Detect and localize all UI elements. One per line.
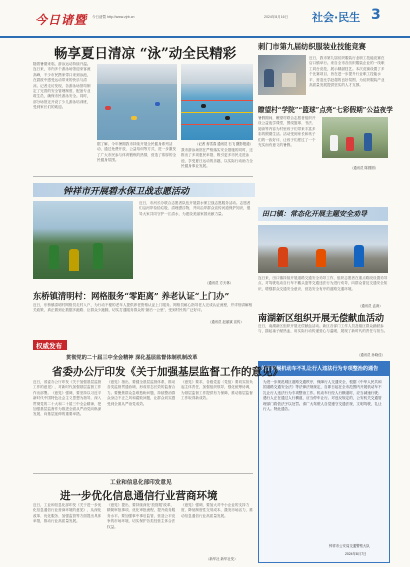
swim-photo-large (181, 64, 253, 140)
village-signature: （通讯员 赵丽斌 宣传） (208, 320, 244, 324)
river-banner-text: 钟祥市开展碧水保卫战志愿活动 (63, 187, 190, 197)
notice-signoff-date: 2024年8月7日 (345, 552, 367, 556)
league-signature: （通讯员 陈圆圆） (350, 166, 379, 170)
notice-signoff: 钟祥市公安局交通警察大队 (329, 544, 370, 548)
govt-subtitle: 贯彻党的二十届三中全会精神 深化基层监督体制机制改革 (66, 355, 198, 361)
league-body: 暑假期间，瞭望村联合志愿者组织开设公益夜学课堂，围绕篮球、书法、阅读等内容为村里孩子们带来丰富多彩的假期生活。活动受到家长和孩子们的一致好评，让孩子们度过了一个充实而有意义的暑假。 (258, 116, 316, 148)
govt-body-b: 《意见》指出，要健全基层监督体系，推动各类监督贯通协调，形成常态长效的监督合力。要聚焦群众急难愁盼问题，持续整治群众身边不正之风和腐败问题，让群众切实感受到全面从严治党成效。 (107, 380, 176, 406)
nanhu-headline: 南湖新区组织开展无偿献血活动 (258, 314, 385, 324)
league-photo (322, 117, 388, 158)
wealth-body: 连日来，田口镇持续开展道路交通安全劝导工作，组织志愿者在重点路段设置劝导点，对驾驶电动自行车不戴头盔等交通违法行为进行劝导，向群众普及交通安全知识，增强群众交通安全意识，营造安全有序的道路交通环境。 (258, 276, 388, 291)
river-body: 近日，市河长办联合志愿者队伍开展碧水保卫战志愿服务活动。志愿者们沿河岸捡拾垃圾、清理漂浮物，并向沿岸群众宣传河道保护知识，倡导大家共同守护一江清水，为建设美丽家园贡献力量。 (139, 201, 251, 216)
section-title: 社会·民生 (312, 11, 361, 24)
weaving-photo (258, 55, 306, 95)
village-body: 近日，东桥镇清明村网格员走村入户，为行动不便的老年人提供养老资格认证上门服务。网格员耐心指导老人完成认证流程，并详细讲解相关政策，真正做到让数据多跑路、让群众少跑腿，切实打通服务群众的“最后一公里”，受到村民的广泛好评。 (33, 303, 253, 313)
wealth-signature: （通讯员 孟涛） (358, 304, 383, 308)
it-signature: （新华社 新华社发） (206, 557, 238, 561)
wealth-banner-text: 田口镇：常态化开展主题安全劝导 (262, 209, 367, 218)
nanhu-body: 近日，南湖新区组织开展无偿献血活动。新区各部门工作人员及辖区群众踊跃参与，撸起袖子献热血，用实际行动传递爱心与温暖，展现了新时代的责任与担当。 (258, 324, 388, 334)
page-number: 3 (371, 7, 381, 23)
notice-title: 关于开展机动车不礼让行人违法行为专项整治的通告 (261, 366, 379, 372)
masthead-date: 2024年8月16日 (264, 15, 289, 19)
masthead-url: 今日诸暨 http://www.zjrb.cn (92, 15, 135, 19)
weaving-headline: 刺门市第九届纺织服装业技能竞赛 (258, 42, 366, 51)
it-headline: 进一步优化信息通信行业营商环境 (60, 490, 218, 502)
swim-caption: （记者 寿雪春 通讯员 石飞 摄影报道） (194, 142, 253, 146)
swim-body-mid: 据了解，今年暑期我市持续开展全民健身系列活动，通过免费开放、公益培训等方式，进一步激发了广大市民参与体育锻炼的热情，营造了浓厚的全民健身氛围。 (97, 142, 177, 163)
tag-label-box (33, 340, 67, 350)
swim-headline: 畅享夏日清凉 “泳”动全民精彩 (54, 46, 237, 62)
river-photo (33, 201, 133, 279)
divider (33, 473, 253, 474)
it-body-c: 《意见》强调，要加大对中小企业的支持力度，降低制度性交易成本，激发市场活力，推动信息通信行业高质量发展。 (181, 503, 253, 518)
river-banner (33, 183, 255, 197)
wealth-banner (258, 207, 388, 221)
govt-headline: 省委办公厅印发《关于加强基层监督工作的意见》 (52, 366, 283, 378)
village-headline: 东桥镇清明村：网格服务“零距离” 养老认证“上门办” (33, 291, 230, 301)
river-signature: （通讯员 方天林） (205, 281, 234, 285)
nanhu-signature: （通讯员 孙晓佳） (357, 353, 386, 357)
govt-body-a: 近日，省委办公厅印发《关于加强基层监督工作的意见》，对新时代加强基层监督工作作出部署。《意见》强调，要坚持以习近平新时代中国特色社会主义思想为指导，深入贯彻党的二十大和二十届三中全会精神，把加强基层监督作为推进全面从严治党向纵深发展、向基层延伸的重要举措。 (33, 380, 102, 417)
notice-box (258, 361, 390, 563)
it-body-a: 近日，工业和信息化部印发《关于进一步优化信息通信行业营商环境的意见》，从深化改革、优化服务、加强监管等方面提出具体举措，推动行业高质量发展。 (33, 503, 102, 524)
wealth-photo (258, 225, 388, 273)
divider (33, 176, 253, 177)
govt-body-c: 《意见》要求，各级党委（党组）要切实担负起主体责任，加强组织领导，强化统筹协调，为基层监督工作提供有力保障，推动基层监督工作取得新成效。 (181, 380, 253, 401)
notice-body: 为进一步规范城区道路交通秩序，保障行人交通安全，根据《中华人民共和国道路交通安全法》等法律法规规定，自即日起在全市范围内开展机动车不礼让行人违法行为专项整治工作。机动车行经人行横道时，应当减速行驶；遇行人正在通过人行横道，应当停车让行。对违反规定的，公安机关交通管理部门将依法予以处罚。请广大驾驶人自觉遵守交通法规，文明驾驶，礼让行人。特此通告。 (263, 380, 382, 412)
swim-photo-small (97, 64, 177, 140)
swim-body-right: 我市游泳场馆在严格落实安全措施的同时，还推出了多项惠民举措，吸引更多市民走进泳池，享受夏日运动的乐趣，以实际行动助力全民健身事业发展。 (181, 148, 253, 169)
it-subtitle: 工业和信息化部印发意见 (110, 480, 172, 486)
masthead (0, 0, 410, 38)
newspaper-logo: 今日诸暨 (35, 13, 88, 27)
weaving-body: 近日，我市第九届纺织服装行业职工技能竞赛在店口镇举行。来自全市各纺织服装企业的一线职工同台竞技，展示精湛技艺。本次竞赛设置了多个比赛项目，旨在进一步提升行业职工技能水平，营造比学赶超的良好氛围，为纺织服装产业高质量发展提供坚实的人才支撑。 (309, 56, 385, 88)
it-body-b: 《意见》提出，要持续深化“放管服”改革，精简审批事项，优化审批流程，提升政务服务水平。要加强事中事后监管，营造公平竞争的市场环境，切实保护各类经营主体合法权益。 (107, 503, 176, 529)
league-headline: 瞭望村“学院”“篮球”点亮“七彩假期”公益夜学 (258, 106, 393, 114)
tag-label: 权威发布 (36, 342, 62, 350)
swim-body-left: 随着暑期来临，游泳运动持续升温。连日来，市内多个游泳场馆迎来客流高峰，不少市民携家带口来到泳池，在碧波中感受运动带来的快乐与清凉。记者走访发现，各游泳场馆均制定了完善的安全管理制度，配备专业救生员，确保市民游泳安全。同时，部分场馆还开设了少儿游泳培训班，受到家长们的欢迎。 (33, 62, 91, 110)
